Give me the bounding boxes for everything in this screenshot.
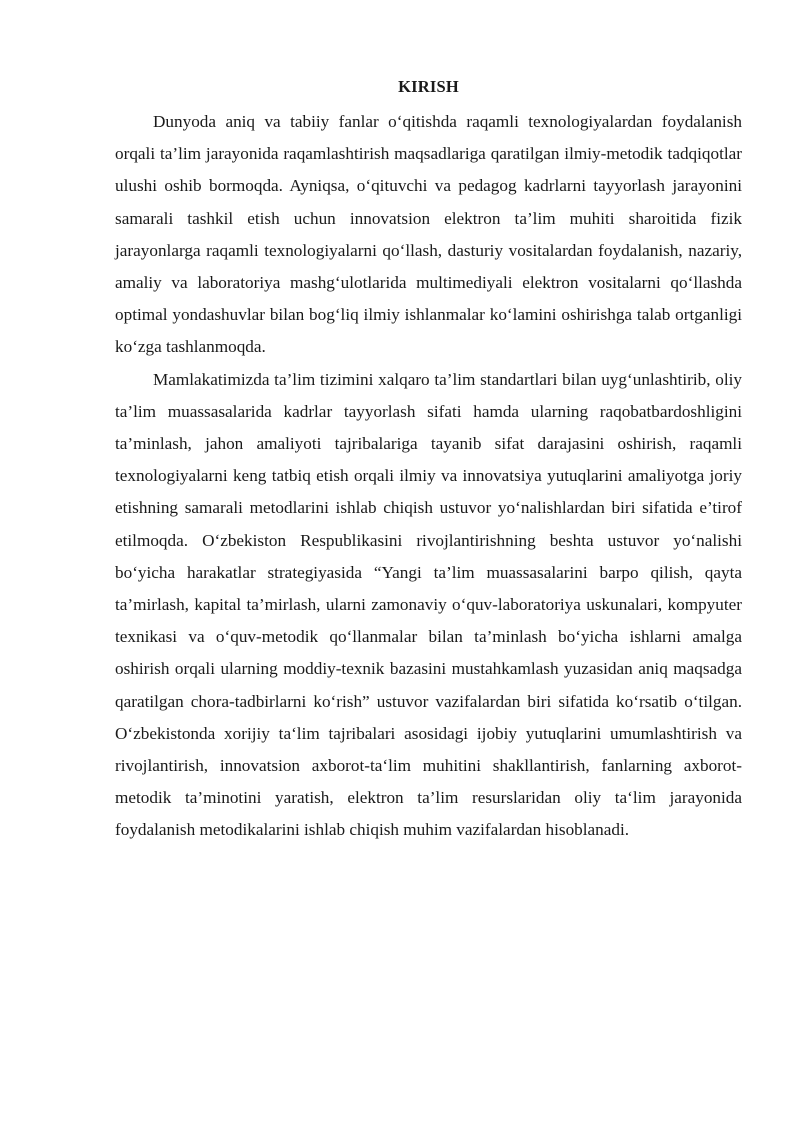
paragraph-national-context: Mamlakatimizda ta’lim tizimini xalqaro ta’lim standartlari bilan uyg‘unlashtirib, oliy ta’lim muassasalarida kadrlar tayyorlash sifati hamda ularning raqobatbardoshligini ta’minlash, jahon amaliyoti tajribalariga tayanib sifat darajasini oshirish, raqamli texnologiyalarni keng tatbiq etish orqali ilmiy va innovatsiya yutuqlarini amaliyotga joriy etishning samarali metodlarini ishlab chiqish ustuvor yo‘nalishlardan biri sifatida e’tirof etilmoqda. O‘zbekiston Respublikasini rivojlantirishning beshta ustuvor yo‘nalishi bo‘yicha harakatlar strategiyasida “Yangi ta’lim muassasalarini barpo qilish, qayta ta’mirlash, kapital ta’mirlash, ularni zamonaviy o‘quv-laboratoriya uskunalari, kompyuter texnikasi va o‘quv-metodik qo‘llanmalar bilan ta’minlash bo‘yicha ishlarni amalga oshirish orqali ularning moddiy-texnik bazasini mustahkamlash yuzasidan aniq maqsadga qaratilgan chora-tadbirlarni ko‘rish” ustuvor vazifalardan biri sifatida ko‘rsatib o‘tilgan. O‘zbekistonda xorijiy ta‘lim tajribalari asosidagi ijobiy yutuqlarini umumlashtirish va rivojlantirish, innovatsion axborot-ta‘lim muhitini shakllantirish, fanlarning axborot-metodik ta’minotini yaratish, elektron ta’lim resurslaridan oliy ta‘lim jarayonida foydalanish metodikalarini ishlab chiqish muhim vazifalardan hisoblanadi. xyxy=(115,369,742,840)
section-title: KIRISH xyxy=(398,77,459,96)
document-body xyxy=(115,74,742,847)
paragraph-intro: Dunyoda aniq va tabiiy fanlar o‘qitishda raqamli texnologiyalardan foydalanish orqali ta’lim jarayonida raqamlashtirish maqsadlariga qaratilgan ilmiy-metodik tadqiqotlar ulushi oshib bormoqda. Ayniqsa, o‘qituvchi va pedagog kadrlarni tayyorlash jarayonini samarali tashkil etish uchun innovatsion elektron ta’lim muhiti sharoitida fizik jarayonlarga raqamli texnologiyalarni qo‘llash, dasturiy vositalardan foydalanish, nazariy, amaliy va laboratoriya mashg‘ulotlarida multimediyali elektron vositalarni qo‘llashda optimal yondashuvlar bilan bog‘liq ilmiy ishlanmalar ko‘lamini oshirishga talab ortganligi ko‘zga tashlanmoqda. xyxy=(115,112,742,357)
